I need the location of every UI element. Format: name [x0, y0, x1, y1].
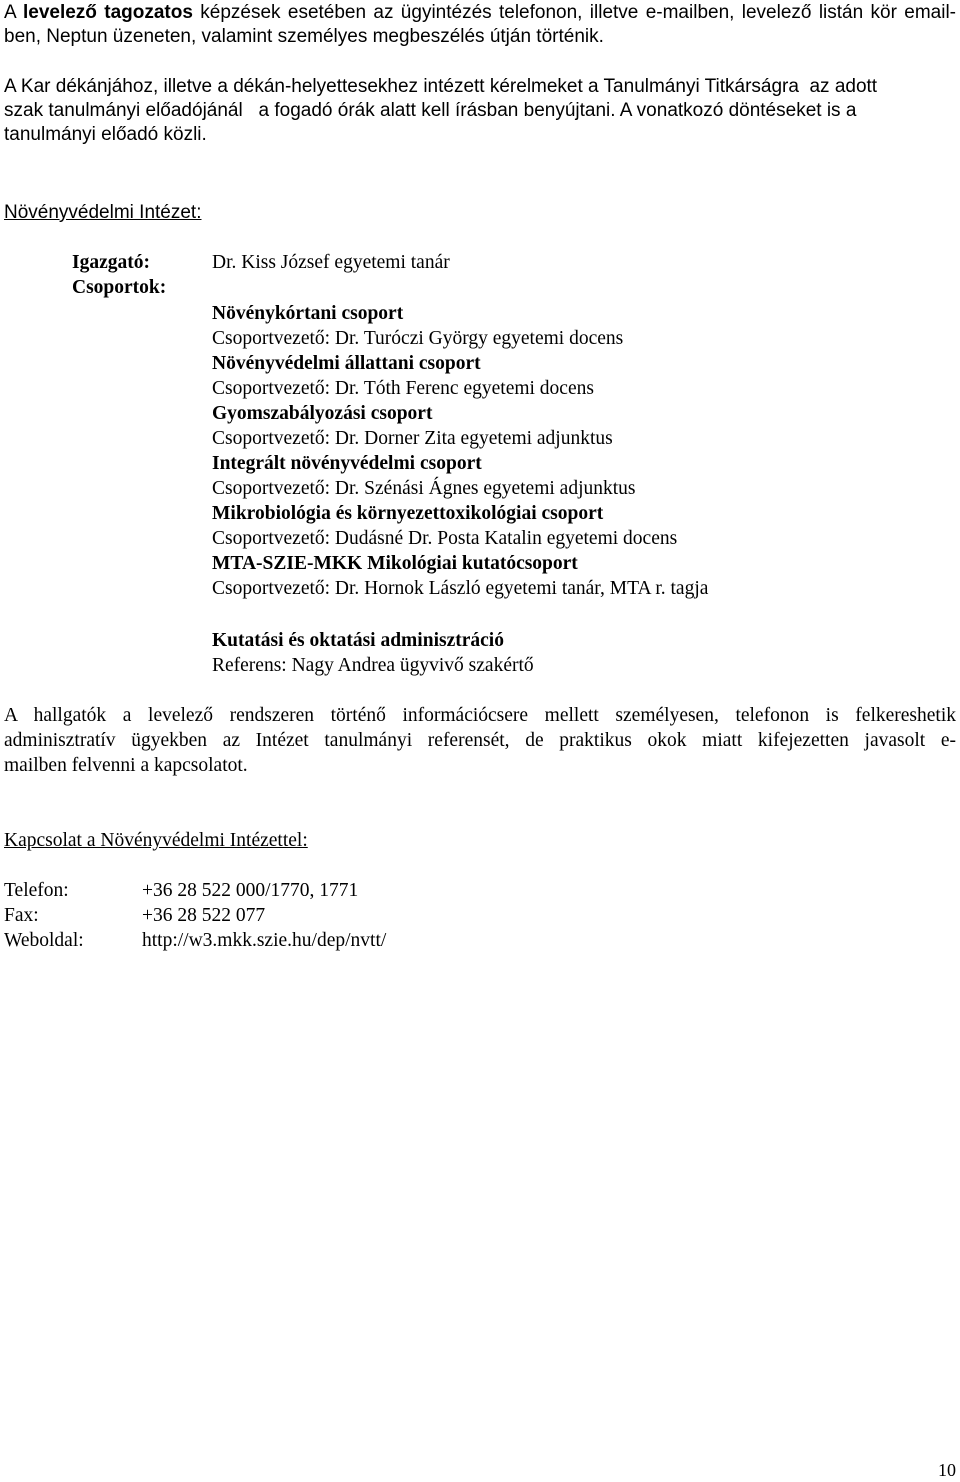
admin-referent: Referens: Nagy Andrea ügyvivő szakértő [212, 655, 534, 676]
intro-p1-prefix: A [4, 2, 23, 23]
group-name: Növényvédelmi állattani csoport [212, 353, 481, 374]
intro-paragraph-2 [4, 75, 956, 147]
group-leader: Csoportvezető: Dudásné Dr. Posta Katalin egyetemi docens [212, 528, 678, 549]
contact-value-fax: +36 28 522 077 [142, 905, 266, 926]
director-label: Igazgató: [72, 252, 150, 273]
contact-label-phone: Telefon: [4, 880, 69, 901]
intro-p1-bold: levelező tagozatos [22, 2, 193, 23]
students-note-line-3: mailben felvenni a kapcsolatot. [4, 755, 248, 776]
intro-p1-line-1 [4, 1, 956, 25]
intro-p1-rest: képzések esetében az ügyintézés telefonon, illetve e-mailben, levelező listán kör email- [192, 2, 956, 23]
intro-p2-line-3: tanulmányi előadó közli. [4, 124, 207, 145]
group-name: Integrált növényvédelmi csoport [212, 453, 482, 474]
group-leader: Csoportvezető: Dr. Dorner Zita egyetemi adjunktus [212, 428, 613, 449]
groups-label: Csoportok: [72, 277, 167, 298]
admin-title: Kutatási és oktatási adminisztráció [212, 630, 504, 651]
group-name: Mikrobiológia és környezettoxikológiai csoport [212, 503, 604, 524]
contact-row [4, 878, 604, 903]
intro-p2-line-2: szak tanulmányi előadójánál a fogadó órák alatt kell írásban benyújtani. A vonatkozó döntéseket is a [4, 100, 857, 121]
group-leader: Csoportvezető: Dr. Szénási Ágnes egyetemi adjunktus [212, 478, 636, 499]
group-leader: Csoportvezető: Dr. Turóczi György egyetemi docens [212, 328, 624, 349]
intro-p2-line-1: A Kar dékánjához, illetve a dékán-helyettesekhez intézett kérelmeket a Tanulmányi Titkárságra az adott [4, 76, 878, 97]
intro-p1-line-2: ben, Neptun üzeneten, valamint személyes megbeszélés útján történik. [4, 26, 604, 47]
contact-row [4, 928, 604, 953]
group-name: Növénykórtani csoport [212, 303, 404, 324]
contact-value-website[interactable]: http://w3.mkk.szie.hu/dep/nvtt/ [142, 930, 387, 951]
contact-label-website: Weboldal: [4, 930, 84, 951]
groups-list [212, 301, 708, 601]
institute-title: Növényvédelmi Intézet: [4, 202, 202, 223]
group-leader: Csoportvezető: Dr. Tóth Ferenc egyetemi docens [212, 378, 594, 399]
contact-label-fax: Fax: [4, 905, 39, 926]
students-note-line-1: A hallgatók a levelező rendszeren történő információcsere mellett személyesen, telefonon is felkereshetik [4, 705, 956, 726]
group-name: MTA-SZIE-MKK Mikológiai kutatócsoport [212, 553, 578, 574]
students-note [4, 703, 956, 778]
intro-paragraph-1 [4, 1, 956, 49]
contact-row [4, 903, 604, 928]
contact-title: Kapcsolat a Növényvédelmi Intézettel: [4, 830, 308, 851]
group-name: Gyomszabályozási csoport [212, 403, 433, 424]
students-note-line-2: adminisztratív ügyekben az Intézet tanulmányi referensét, de praktikus okok miatt kifejezetten javasolt e- [4, 730, 956, 751]
contact-value-phone: +36 28 522 000/1770, 1771 [142, 880, 359, 901]
contact-table [4, 878, 604, 953]
group-leader: Csoportvezető: Dr. Hornok László egyetemi tanár, MTA r. tagja [212, 578, 709, 599]
director-value: Dr. Kiss József egyetemi tanár [212, 252, 450, 273]
page-number: 10 [938, 1460, 956, 1480]
